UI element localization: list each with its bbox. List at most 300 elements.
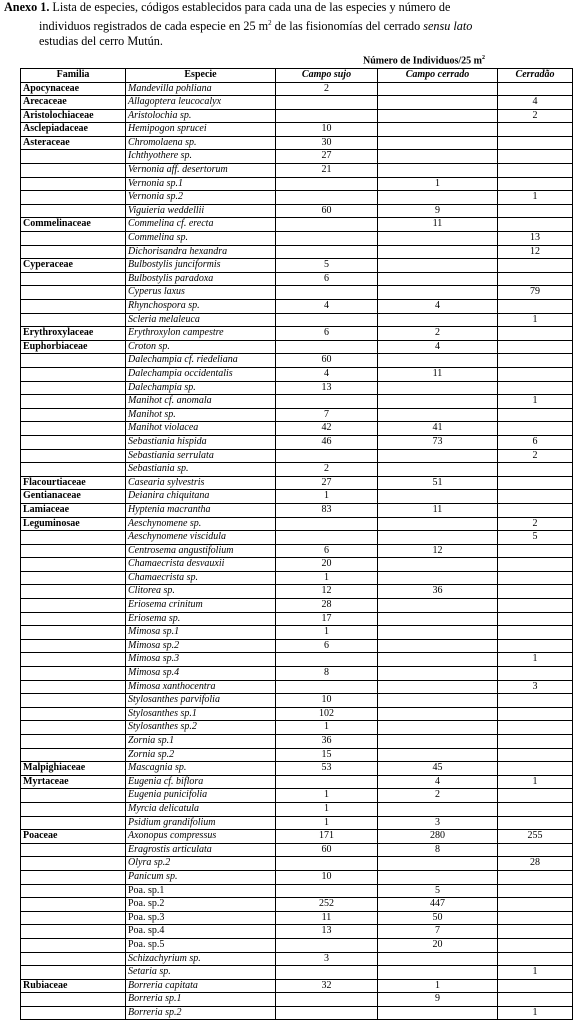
species-cell: Eugenia punicifolia xyxy=(126,789,276,803)
family-cell xyxy=(21,667,126,681)
campo-sujo-cell xyxy=(276,966,378,980)
family-cell: Poaceae xyxy=(21,830,126,844)
family-cell xyxy=(21,925,126,939)
cerradao-cell xyxy=(498,789,573,803)
species-cell: Ichthyothere sp. xyxy=(126,150,276,164)
family-cell: Myrtaceae xyxy=(21,775,126,789)
species-cell: Poa. sp.1 xyxy=(126,884,276,898)
family-cell xyxy=(21,395,126,409)
species-cell: Borreria capitata xyxy=(126,979,276,993)
species-cell: Panicum sp. xyxy=(126,870,276,884)
campo-sujo-cell: 4 xyxy=(276,367,378,381)
cerradao-cell: 255 xyxy=(498,830,573,844)
species-cell: Mascagnia sp. xyxy=(126,762,276,776)
campo-cerrado-cell xyxy=(378,802,498,816)
cerradao-cell xyxy=(498,762,573,776)
family-cell xyxy=(21,612,126,626)
campo-sujo-cell: 11 xyxy=(276,911,378,925)
campo-cerrado-cell: 4 xyxy=(378,340,498,354)
family-cell xyxy=(21,571,126,585)
campo-cerrado-cell: 11 xyxy=(378,503,498,517)
family-cell xyxy=(21,531,126,545)
cerradao-cell xyxy=(498,408,573,422)
campo-cerrado-cell: 1 xyxy=(378,177,498,191)
cerradao-cell: 1 xyxy=(498,966,573,980)
campo-sujo-cell: 1 xyxy=(276,490,378,504)
cerradao-cell xyxy=(498,123,573,137)
table-row xyxy=(21,272,573,286)
cerradao-cell: 2 xyxy=(498,109,573,123)
campo-cerrado-cell xyxy=(378,612,498,626)
cerradao-cell: 1 xyxy=(498,313,573,327)
campo-cerrado-cell xyxy=(378,966,498,980)
campo-cerrado-cell: 9 xyxy=(378,993,498,1007)
cerradao-cell xyxy=(498,463,573,477)
table-row xyxy=(21,354,573,368)
table-row xyxy=(21,966,573,980)
family-cell xyxy=(21,911,126,925)
cerradao-cell xyxy=(498,381,573,395)
family-cell xyxy=(21,707,126,721)
table-row xyxy=(21,599,573,613)
species-cell: Eragrostis articulata xyxy=(126,843,276,857)
campo-cerrado-cell xyxy=(378,667,498,681)
family-cell xyxy=(21,367,126,381)
table-row xyxy=(21,449,573,463)
campo-cerrado-cell: 2 xyxy=(378,789,498,803)
campo-cerrado-cell: 50 xyxy=(378,911,498,925)
campo-cerrado-cell xyxy=(378,680,498,694)
species-cell: Allagoptera leucocalyx xyxy=(126,96,276,110)
species-cell: Hemipogon sprucei xyxy=(126,123,276,137)
species-cell: Scleria melaleuca xyxy=(126,313,276,327)
species-cell: Psidium grandifolium xyxy=(126,816,276,830)
cerradao-cell: 1 xyxy=(498,191,573,205)
species-cell: Sebastiania serrulata xyxy=(126,449,276,463)
family-cell xyxy=(21,1006,126,1020)
campo-sujo-cell xyxy=(276,531,378,545)
table-row xyxy=(21,96,573,110)
campo-sujo-cell: 4 xyxy=(276,300,378,314)
table-row xyxy=(21,952,573,966)
table-row xyxy=(21,748,573,762)
family-cell: Flacourtiaceae xyxy=(21,476,126,490)
campo-cerrado-cell: 45 xyxy=(378,762,498,776)
campo-sujo-cell xyxy=(276,857,378,871)
table-body xyxy=(21,82,573,1020)
table-row xyxy=(21,721,573,735)
table-row xyxy=(21,884,573,898)
cerradao-cell xyxy=(498,503,573,517)
campo-sujo-cell: 6 xyxy=(276,272,378,286)
family-cell: Malpighiaceae xyxy=(21,762,126,776)
species-cell: Mimosa xanthocentra xyxy=(126,680,276,694)
caption-sup: 2 xyxy=(268,18,272,27)
table-row xyxy=(21,993,573,1007)
table-row xyxy=(21,558,573,572)
campo-sujo-cell: 1 xyxy=(276,721,378,735)
species-cell: Aristolochia sp. xyxy=(126,109,276,123)
campo-cerrado-cell xyxy=(378,707,498,721)
campo-sujo-cell xyxy=(276,884,378,898)
table-row xyxy=(21,639,573,653)
family-cell xyxy=(21,191,126,205)
species-cell: Centrosema angustifolium xyxy=(126,544,276,558)
annex-caption xyxy=(4,0,578,50)
table-row xyxy=(21,136,573,150)
family-cell xyxy=(21,802,126,816)
table-row xyxy=(21,164,573,178)
species-cell: Casearia sylvestris xyxy=(126,476,276,490)
family-cell xyxy=(21,313,126,327)
species-cell: Mimosa sp.2 xyxy=(126,639,276,653)
family-cell: Gentianaceae xyxy=(21,490,126,504)
species-cell: Eugenia cf. biflora xyxy=(126,775,276,789)
campo-cerrado-cell: 11 xyxy=(378,367,498,381)
campo-cerrado-cell xyxy=(378,653,498,667)
cerradao-cell xyxy=(498,164,573,178)
campo-sujo-cell: 60 xyxy=(276,843,378,857)
species-cell: Hyptenia macrantha xyxy=(126,503,276,517)
campo-cerrado-cell: 1 xyxy=(378,979,498,993)
family-cell xyxy=(21,585,126,599)
family-cell: Leguminosae xyxy=(21,517,126,531)
cerradao-cell xyxy=(498,422,573,436)
campo-sujo-cell: 1 xyxy=(276,571,378,585)
campo-sujo-cell xyxy=(276,653,378,667)
species-cell: Stylosanthes parvifolia xyxy=(126,694,276,708)
cerradao-cell xyxy=(498,748,573,762)
campo-cerrado-cell xyxy=(378,463,498,477)
campo-cerrado-cell xyxy=(378,531,498,545)
family-cell xyxy=(21,938,126,952)
campo-sujo-cell xyxy=(276,232,378,246)
family-cell xyxy=(21,735,126,749)
campo-sujo-cell xyxy=(276,177,378,191)
campo-sujo-cell: 15 xyxy=(276,748,378,762)
cerradao-cell xyxy=(498,952,573,966)
family-cell xyxy=(21,789,126,803)
family-cell xyxy=(21,449,126,463)
cerradao-cell xyxy=(498,925,573,939)
campo-cerrado-cell xyxy=(378,150,498,164)
table-row xyxy=(21,680,573,694)
campo-cerrado-cell xyxy=(378,735,498,749)
cerradao-cell: 6 xyxy=(498,435,573,449)
family-cell xyxy=(21,232,126,246)
table-row xyxy=(21,313,573,327)
table-row xyxy=(21,327,573,341)
table-row xyxy=(21,245,573,259)
header-cerradao: Cerradão xyxy=(498,68,573,82)
cerradao-cell xyxy=(498,816,573,830)
species-cell: Dalechampia occidentalis xyxy=(126,367,276,381)
group-header-row xyxy=(21,52,573,68)
table-row xyxy=(21,476,573,490)
family-cell xyxy=(21,884,126,898)
species-cell: Mimosa sp.3 xyxy=(126,653,276,667)
table-row xyxy=(21,204,573,218)
header-familia: Familia xyxy=(21,68,126,82)
cerradao-cell: 1 xyxy=(498,395,573,409)
species-cell: Poa. sp.5 xyxy=(126,938,276,952)
campo-cerrado-cell xyxy=(378,191,498,205)
table-row xyxy=(21,408,573,422)
cerradao-cell xyxy=(498,843,573,857)
campo-cerrado-cell xyxy=(378,952,498,966)
campo-sujo-cell: 60 xyxy=(276,204,378,218)
campo-cerrado-cell: 73 xyxy=(378,435,498,449)
campo-sujo-cell: 83 xyxy=(276,503,378,517)
family-cell xyxy=(21,898,126,912)
table-row xyxy=(21,463,573,477)
table-row xyxy=(21,626,573,640)
family-cell: Rubiaceae xyxy=(21,979,126,993)
table-row xyxy=(21,911,573,925)
cerradao-cell xyxy=(498,979,573,993)
cerradao-cell: 5 xyxy=(498,531,573,545)
campo-cerrado-cell xyxy=(378,272,498,286)
species-cell: Sebastiania hispida xyxy=(126,435,276,449)
species-cell: Rhynchospora sp. xyxy=(126,300,276,314)
table-row xyxy=(21,938,573,952)
table-row xyxy=(21,150,573,164)
campo-cerrado-cell: 4 xyxy=(378,300,498,314)
table-row xyxy=(21,789,573,803)
species-cell: Borreria sp.2 xyxy=(126,1006,276,1020)
campo-sujo-cell: 21 xyxy=(276,164,378,178)
caption-line2b: de las fisionomías del cerrado xyxy=(271,18,424,33)
species-cell: Vernonia aff. desertorum xyxy=(126,164,276,178)
cerradao-cell xyxy=(498,476,573,490)
cerradao-cell xyxy=(498,626,573,640)
campo-cerrado-cell xyxy=(378,395,498,409)
family-cell xyxy=(21,694,126,708)
species-cell: Mandevilla pohliana xyxy=(126,82,276,96)
cerradao-cell xyxy=(498,136,573,150)
campo-sujo-cell xyxy=(276,680,378,694)
campo-sujo-cell xyxy=(276,96,378,110)
table-row xyxy=(21,218,573,232)
cerradao-cell: 12 xyxy=(498,245,573,259)
species-cell: Mimosa sp.4 xyxy=(126,667,276,681)
campo-cerrado-cell xyxy=(378,748,498,762)
campo-sujo-cell: 6 xyxy=(276,544,378,558)
table-row xyxy=(21,843,573,857)
family-cell xyxy=(21,300,126,314)
campo-cerrado-cell xyxy=(378,313,498,327)
cerradao-cell xyxy=(498,177,573,191)
cerradao-cell xyxy=(498,993,573,1007)
species-cell: Chamaecrista desvauxii xyxy=(126,558,276,572)
campo-sujo-cell: 17 xyxy=(276,612,378,626)
species-cell: Aeschynomene viscidula xyxy=(126,531,276,545)
campo-cerrado-cell: 51 xyxy=(378,476,498,490)
family-cell xyxy=(21,870,126,884)
species-cell: Sebastiania sp. xyxy=(126,463,276,477)
cerradao-cell xyxy=(498,911,573,925)
campo-cerrado-cell xyxy=(378,490,498,504)
species-cell: Stylosanthes sp.1 xyxy=(126,707,276,721)
campo-sujo-cell: 28 xyxy=(276,599,378,613)
cerradao-cell xyxy=(498,802,573,816)
table-row xyxy=(21,571,573,585)
caption-line1: Lista de especies, códigos establecidos para cada una de las especies y número de xyxy=(49,0,451,14)
cerradao-cell xyxy=(498,612,573,626)
table-row xyxy=(21,367,573,381)
campo-cerrado-cell xyxy=(378,109,498,123)
cerradao-cell xyxy=(498,571,573,585)
family-cell xyxy=(21,544,126,558)
campo-sujo-cell xyxy=(276,395,378,409)
table-row xyxy=(21,762,573,776)
table-row xyxy=(21,735,573,749)
species-cell: Cyperus laxus xyxy=(126,286,276,300)
campo-sujo-cell: 171 xyxy=(276,830,378,844)
campo-cerrado-cell xyxy=(378,558,498,572)
species-cell: Aeschynomene sp. xyxy=(126,517,276,531)
species-cell: Zornia sp.1 xyxy=(126,735,276,749)
campo-sujo-cell: 42 xyxy=(276,422,378,436)
campo-cerrado-cell xyxy=(378,599,498,613)
campo-cerrado-cell: 3 xyxy=(378,816,498,830)
table-row xyxy=(21,109,573,123)
campo-sujo-cell: 1 xyxy=(276,816,378,830)
family-cell xyxy=(21,639,126,653)
cerradao-cell xyxy=(498,639,573,653)
campo-sujo-cell: 7 xyxy=(276,408,378,422)
species-cell: Dalechampia sp. xyxy=(126,381,276,395)
campo-sujo-cell: 53 xyxy=(276,762,378,776)
campo-cerrado-cell: 9 xyxy=(378,204,498,218)
cerradao-cell xyxy=(498,938,573,952)
cerradao-cell xyxy=(498,300,573,314)
family-cell xyxy=(21,463,126,477)
campo-sujo-cell: 1 xyxy=(276,626,378,640)
species-cell: Commelina cf. erecta xyxy=(126,218,276,232)
campo-sujo-cell xyxy=(276,245,378,259)
campo-sujo-cell: 13 xyxy=(276,925,378,939)
campo-cerrado-cell xyxy=(378,136,498,150)
campo-cerrado-cell xyxy=(378,232,498,246)
cerradao-cell: 1 xyxy=(498,653,573,667)
campo-cerrado-cell: 447 xyxy=(378,898,498,912)
campo-sujo-cell: 6 xyxy=(276,639,378,653)
campo-sujo-cell: 3 xyxy=(276,952,378,966)
table-row xyxy=(21,490,573,504)
header-especie: Especie xyxy=(126,68,276,82)
campo-cerrado-cell xyxy=(378,82,498,96)
species-cell: Dichorisandra hexandra xyxy=(126,245,276,259)
cerradao-cell: 28 xyxy=(498,857,573,871)
species-cell: Vernonia sp.2 xyxy=(126,191,276,205)
species-cell: Mimosa sp.1 xyxy=(126,626,276,640)
caption-label: Anexo 1. xyxy=(4,0,50,14)
species-cell: Viguieria weddellii xyxy=(126,204,276,218)
family-cell xyxy=(21,150,126,164)
campo-sujo-cell: 20 xyxy=(276,558,378,572)
campo-cerrado-cell xyxy=(378,857,498,871)
family-cell xyxy=(21,653,126,667)
campo-cerrado-cell xyxy=(378,245,498,259)
cerradao-cell xyxy=(498,490,573,504)
table-row xyxy=(21,612,573,626)
table-row xyxy=(21,177,573,191)
family-cell: Apocynaceae xyxy=(21,82,126,96)
caption-line3: estudias del cerro Mutún. xyxy=(39,34,163,49)
campo-cerrado-cell xyxy=(378,354,498,368)
table-row xyxy=(21,422,573,436)
header-campo-cerrado: Campo cerrado xyxy=(378,68,498,82)
campo-sujo-cell xyxy=(276,775,378,789)
table-row xyxy=(21,300,573,314)
family-cell: Lamiaceae xyxy=(21,503,126,517)
family-cell xyxy=(21,680,126,694)
group-header: Número de Individuos/25 $m^2$ xyxy=(363,55,486,67)
campo-cerrado-cell: 36 xyxy=(378,585,498,599)
table-row xyxy=(21,82,573,96)
family-cell xyxy=(21,857,126,871)
family-cell xyxy=(21,993,126,1007)
campo-sujo-cell: 8 xyxy=(276,667,378,681)
cerradao-cell xyxy=(498,218,573,232)
cerradao-cell xyxy=(498,898,573,912)
table-row xyxy=(21,707,573,721)
family-cell xyxy=(21,599,126,613)
header-campo-sujo: Campo sujo xyxy=(276,68,378,82)
column-header-row xyxy=(21,68,573,82)
table-row xyxy=(21,585,573,599)
cerradao-cell xyxy=(498,204,573,218)
campo-sujo-cell: 27 xyxy=(276,476,378,490)
family-cell xyxy=(21,354,126,368)
campo-sujo-cell: 102 xyxy=(276,707,378,721)
family-cell xyxy=(21,177,126,191)
campo-sujo-cell xyxy=(276,313,378,327)
campo-cerrado-cell: 4 xyxy=(378,775,498,789)
table-row xyxy=(21,694,573,708)
family-cell xyxy=(21,286,126,300)
cerradao-cell xyxy=(498,707,573,721)
species-cell: Eriosema crinitum xyxy=(126,599,276,613)
table-row xyxy=(21,381,573,395)
family-cell xyxy=(21,204,126,218)
species-cell: Borreria sp.1 xyxy=(126,993,276,1007)
campo-sujo-cell: 252 xyxy=(276,898,378,912)
cerradao-cell xyxy=(498,82,573,96)
table-row xyxy=(21,340,573,354)
species-cell: Axonopus compressus xyxy=(126,830,276,844)
species-cell: Chromolaena sp. xyxy=(126,136,276,150)
campo-sujo-cell: 1 xyxy=(276,802,378,816)
species-cell: Clitorea sp. xyxy=(126,585,276,599)
campo-cerrado-cell xyxy=(378,870,498,884)
cerradao-cell: 1 xyxy=(498,1006,573,1020)
caption-line2-italic: sensu lato xyxy=(423,18,473,33)
species-cell: Myrcia delicatula xyxy=(126,802,276,816)
table-row xyxy=(21,191,573,205)
campo-cerrado-cell: 12 xyxy=(378,544,498,558)
campo-cerrado-cell xyxy=(378,123,498,137)
table-row xyxy=(21,544,573,558)
cerradao-cell xyxy=(498,721,573,735)
campo-sujo-cell xyxy=(276,286,378,300)
table-row xyxy=(21,870,573,884)
cerradao-cell: 1 xyxy=(498,775,573,789)
campo-cerrado-cell: 2 xyxy=(378,327,498,341)
campo-sujo-cell xyxy=(276,109,378,123)
table-row xyxy=(21,857,573,871)
